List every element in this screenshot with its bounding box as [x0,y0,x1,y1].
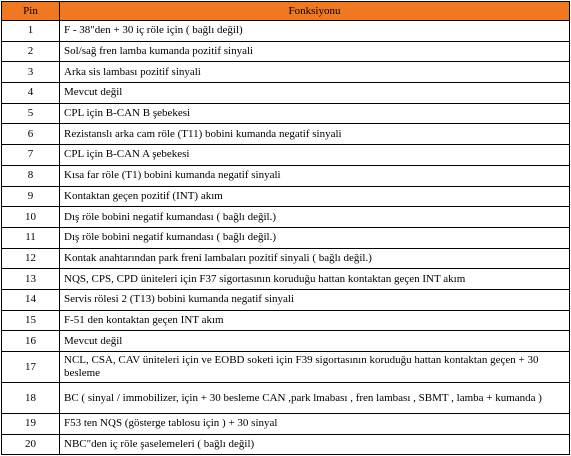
table-row [2,186,570,207]
pin-number-cell: 1 [2,21,60,42]
table-row [2,310,570,331]
header-row [2,2,570,21]
function-description-cell: NBC"den iç röle şaselemeleri ( bağlı değil) [60,434,570,455]
pin-number-cell: 3 [2,62,60,83]
table-row [2,248,570,269]
function-description-cell: NQS, CPS, CPD üniteleri için F37 sigortasının koruduğu hattan kontaktan geçen INT akım [60,269,570,290]
table-row [2,352,570,383]
pin-number-cell: 6 [2,124,60,145]
pin-number-cell: 17 [2,352,60,383]
pin-number-cell: 11 [2,227,60,248]
function-description-cell: Sol/sağ fren lamba kumanda pozitif sinyali [60,41,570,62]
table-row [2,62,570,83]
function-description-cell: Arka sis lambası pozitif sinyali [60,62,570,83]
function-description-cell: BC ( sinyal / immobilizer, için + 30 besleme CAN ,park lmabası , fren lambası , SBMT , lamba + kumanda ) [60,383,570,414]
pin-number-cell: 4 [2,83,60,104]
pin-number-cell: 20 [2,434,60,455]
table-row [2,207,570,228]
function-description-cell: Mevcut değil [60,331,570,352]
table-row [2,227,570,248]
pin-number-cell: 18 [2,383,60,414]
pin-number-cell: 8 [2,165,60,186]
table-row [2,289,570,310]
pin-number-cell: 19 [2,414,60,435]
table-row [2,269,570,290]
function-description-cell: Rezistanslı arka cam röle (T11) bobini kumanda negatif sinyali [60,124,570,145]
table-row [2,434,570,455]
table-row [2,103,570,124]
pin-number-cell: 10 [2,207,60,228]
function-description-cell: Mevcut değil [60,83,570,104]
pin-number-cell: 9 [2,186,60,207]
function-description-cell: Dış röle bobini negatif kumandası ( bağlı değil.) [60,227,570,248]
function-column-header: Fonksiyonu [60,2,570,21]
pin-number-cell: 2 [2,41,60,62]
function-description-cell: F - 38"den + 30 iç röle için ( bağlı değil) [60,21,570,42]
table-row [2,145,570,166]
table-row [2,83,570,104]
function-description-cell: Kontaktan geçen pozitif (INT) akım [60,186,570,207]
table-row [2,41,570,62]
function-description-cell: NCL, CSA, CAV üniteleri için ve EOBD soketi için F39 sigortasının koruduğu hattan kontaktan geçen + 30 besleme [60,352,570,383]
table-row [2,165,570,186]
pin-number-cell: 14 [2,289,60,310]
pin-number-cell: 15 [2,310,60,331]
pin-column-header: Pin [2,2,60,21]
pin-number-cell: 5 [2,103,60,124]
function-description-cell: Kontak anahtarından park freni lambaları pozitif sinyali ( bağlı değil.) [60,248,570,269]
function-description-cell: Servis rölesi 2 (T13) bobini kumanda negatif sinyali [60,289,570,310]
pin-number-cell: 13 [2,269,60,290]
function-description-cell: F-51 den kontaktan geçen INT akım [60,310,570,331]
function-description-cell: CPL için B-CAN B şebekesi [60,103,570,124]
table-row [2,124,570,145]
table-row [2,331,570,352]
pin-function-table [1,1,570,455]
pin-number-cell: 12 [2,248,60,269]
function-description-cell: CPL için B-CAN A şebekesi [60,145,570,166]
table-row [2,414,570,435]
table-body [2,21,570,455]
pin-number-cell: 16 [2,331,60,352]
table-row [2,383,570,414]
pin-number-cell: 7 [2,145,60,166]
function-description-cell: Kısa far röle (T1) bobini kumanda negatif sinyali [60,165,570,186]
function-description-cell: F53 ten NQS (gösterge tablosu için ) + 30 sinyal [60,414,570,435]
table-row [2,21,570,42]
function-description-cell: Dış röle bobini negatif kumandası ( bağlı değil.) [60,207,570,228]
